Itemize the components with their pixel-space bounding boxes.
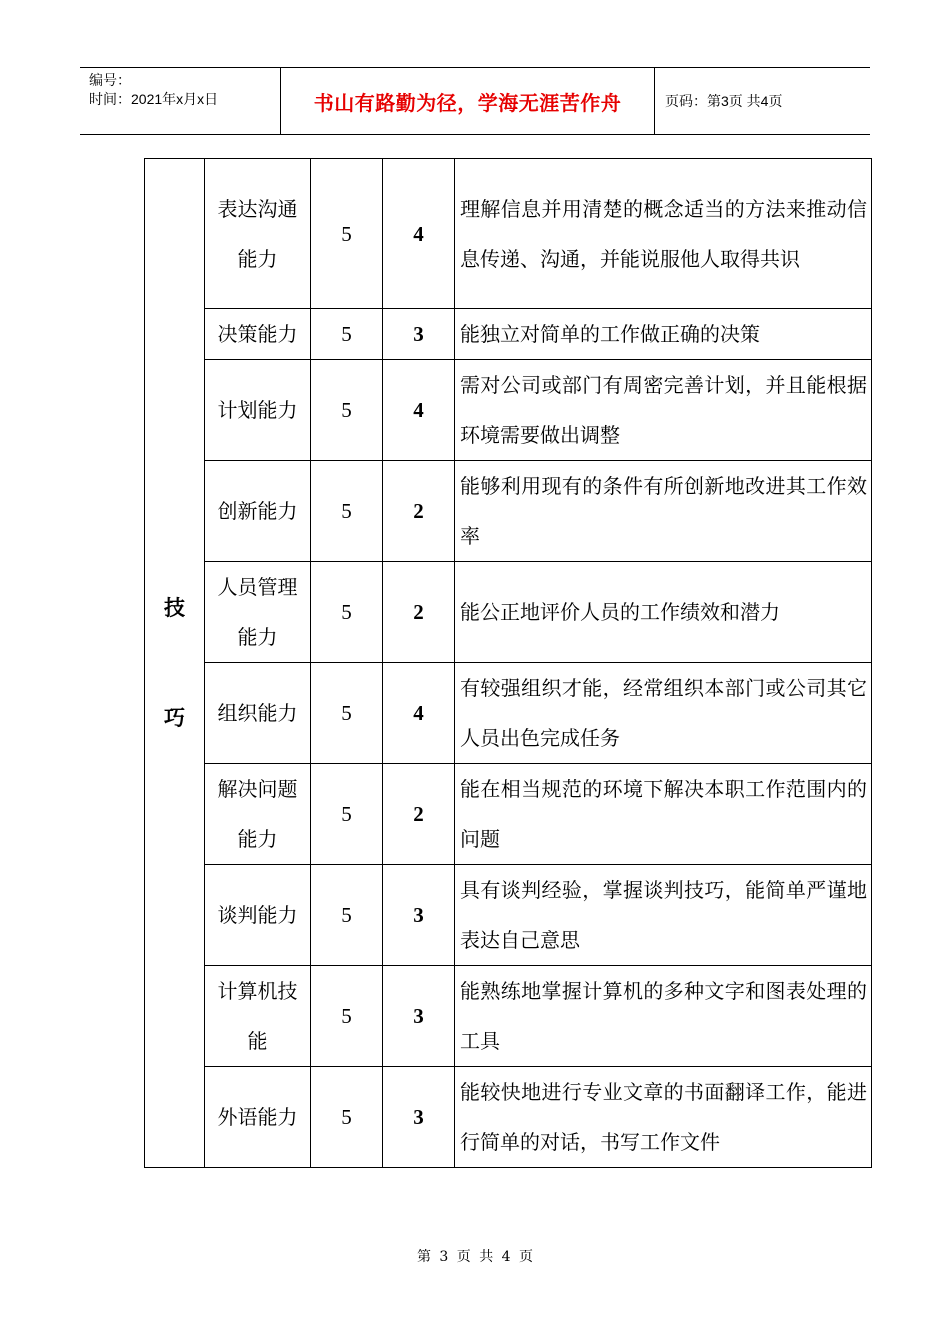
- table-row: [145, 663, 872, 764]
- skill-description: 能够利用现有的条件有所创新地改进其工作效率: [455, 461, 872, 562]
- table-row: [145, 1067, 872, 1168]
- table-row: [145, 309, 872, 360]
- header-motto: 书山有路勤为径，学海无涯苦作舟: [281, 68, 655, 134]
- skill-description: 需对公司或部门有周密完善计划，并且能根据环境需要做出调整: [455, 360, 872, 461]
- category-char: 技: [164, 596, 185, 620]
- actual-score: 3: [383, 309, 455, 360]
- skill-description: 能公正地评价人员的工作绩效和潜力: [455, 562, 872, 663]
- skill-description: 能熟练地掌握计算机的多种文字和图表处理的工具: [455, 966, 872, 1067]
- max-score: 5: [311, 461, 383, 562]
- table-row: [145, 360, 872, 461]
- page-header: [80, 67, 870, 135]
- skill-description: 具有谈判经验，掌握谈判技巧，能简单严谨地表达自己意思: [455, 865, 872, 966]
- max-score: 5: [311, 764, 383, 865]
- skill-name: 计算机技能: [205, 966, 311, 1067]
- max-score: 5: [311, 159, 383, 309]
- skill-name: 人员管理能力: [205, 562, 311, 663]
- max-score: 5: [311, 865, 383, 966]
- actual-score: 3: [383, 865, 455, 966]
- skill-name: 外语能力: [205, 1067, 311, 1168]
- actual-score: 3: [383, 966, 455, 1067]
- skill-name: 创新能力: [205, 461, 311, 562]
- skill-name: 解决问题能力: [205, 764, 311, 865]
- max-score: 5: [311, 663, 383, 764]
- header-page-info: 页码：第3页 共4页: [665, 93, 783, 109]
- category-char: 巧: [164, 706, 185, 730]
- skill-name: 决策能力: [205, 309, 311, 360]
- category-cell: [145, 159, 205, 1168]
- actual-score: 2: [383, 764, 455, 865]
- max-score: 5: [311, 966, 383, 1067]
- max-score: 5: [311, 562, 383, 663]
- max-score: 5: [311, 1067, 383, 1168]
- actual-score: 3: [383, 1067, 455, 1168]
- table-row: [145, 562, 872, 663]
- actual-score: 4: [383, 663, 455, 764]
- skill-description: 能较快地进行专业文章的书面翻译工作，能进行简单的对话，书写工作文件: [455, 1067, 872, 1168]
- skill-name: 组织能力: [205, 663, 311, 764]
- skill-description: 能独立对简单的工作做正确的决策: [455, 309, 872, 360]
- page-footer: 第 3 页 共 4 页: [416, 1249, 534, 1265]
- skill-description: 能在相当规范的环境下解决本职工作范围内的问题: [455, 764, 872, 865]
- table-row: [145, 865, 872, 966]
- table-row: [145, 461, 872, 562]
- skill-description: 有较强组织才能，经常组织本部门或公司其它人员出色完成任务: [455, 663, 872, 764]
- document-number-label: 编号：: [89, 72, 131, 88]
- document-time-label: 时间：2021年x月x日: [89, 91, 219, 107]
- skills-table-wrapper: [144, 158, 871, 1168]
- actual-score: 2: [383, 562, 455, 663]
- table-row: [145, 159, 872, 309]
- skill-description: 理解信息并用清楚的概念适当的方法来推动信息传递、沟通，并能说服他人取得共识: [455, 159, 872, 309]
- table-row: [145, 966, 872, 1067]
- actual-score: 2: [383, 461, 455, 562]
- skills-table: [144, 158, 872, 1168]
- header-meta: [80, 68, 281, 134]
- skill-name: 表达沟通能力: [205, 159, 311, 309]
- max-score: 5: [311, 360, 383, 461]
- max-score: 5: [311, 309, 383, 360]
- skill-name: 谈判能力: [205, 865, 311, 966]
- skill-name: 计划能力: [205, 360, 311, 461]
- actual-score: 4: [383, 360, 455, 461]
- table-row: [145, 764, 872, 865]
- actual-score: 4: [383, 159, 455, 309]
